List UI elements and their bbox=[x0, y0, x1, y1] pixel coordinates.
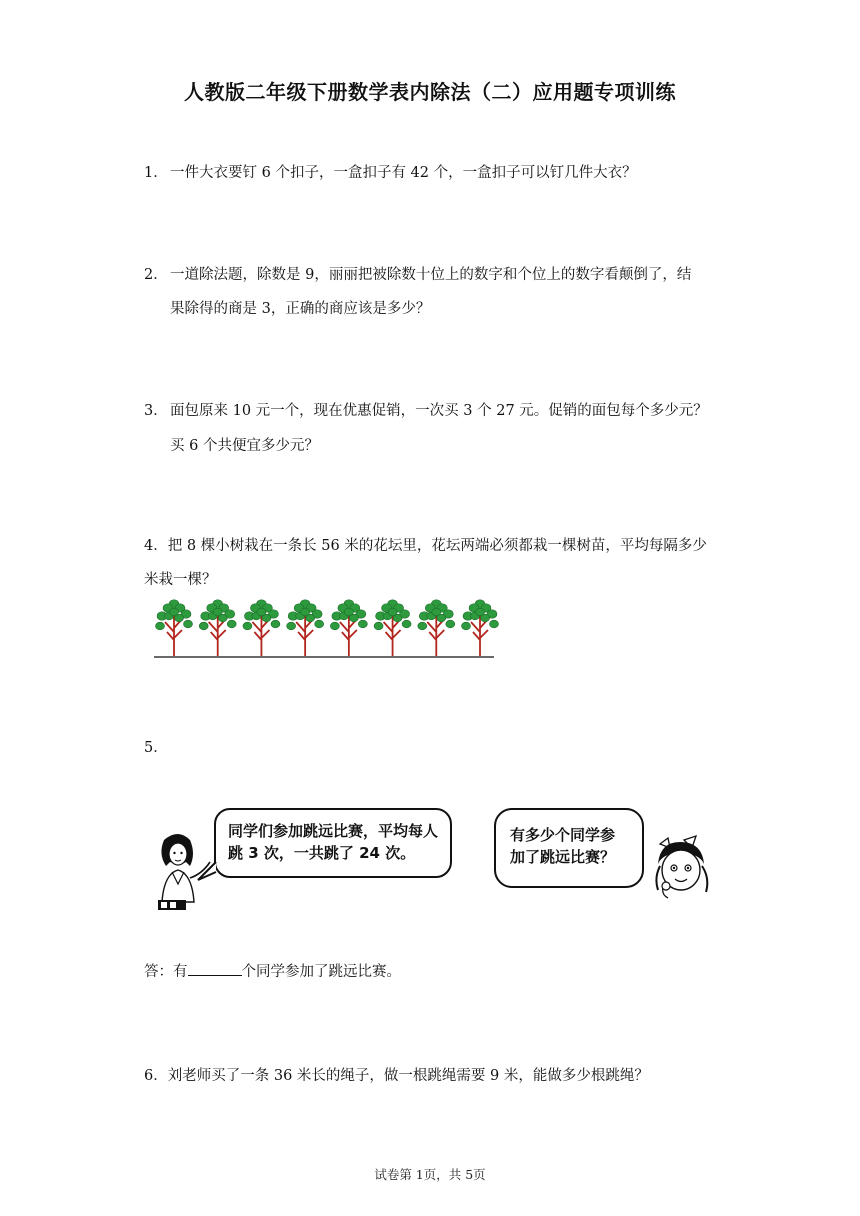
tree-icon bbox=[418, 600, 455, 656]
answer-blank[interactable] bbox=[188, 961, 242, 976]
bubble-text-line: 加了跳远比赛？ bbox=[510, 848, 616, 866]
tree-icon bbox=[287, 600, 324, 656]
question-number: 4． bbox=[144, 538, 168, 554]
tree-icon bbox=[199, 600, 236, 656]
question-3 bbox=[144, 401, 708, 456]
question-text-line-1: 一道除法题，除数是 9，丽丽把被除数十位上的数字和个位上的数字看颠倒了，结 bbox=[170, 267, 692, 283]
question-text-line-1: 把 8 棵小树栽在一条长 56 米的花坛里，花坛两端必须都栽一棵树苗，平均每隔多少 bbox=[167, 538, 707, 554]
question-text-line-2: 果除得的商是 3，正确的商应该是多少？ bbox=[170, 301, 431, 317]
question-1 bbox=[144, 163, 637, 183]
trees-illustration bbox=[144, 598, 504, 660]
tree-icon bbox=[330, 600, 367, 656]
bubble-tail bbox=[196, 860, 220, 884]
bubble-text-line: 有多少个同学参 bbox=[510, 826, 616, 844]
question-text-line-2: 米栽一棵？ bbox=[144, 572, 217, 588]
answer-prefix: 答：有 bbox=[144, 964, 188, 980]
tree-icon bbox=[462, 600, 499, 656]
question-text-line-2: 买 6 个共便宜多少元？ bbox=[170, 438, 319, 454]
page-title: 人教版二年级下册数学表内除法（二）应用题专项训练 bbox=[184, 80, 676, 104]
question-number: 5． bbox=[144, 740, 168, 756]
tree-icon bbox=[374, 600, 411, 656]
tree-icon bbox=[156, 600, 193, 656]
question-number: 6． bbox=[144, 1068, 168, 1084]
tree-icon bbox=[243, 600, 280, 656]
question-number: 2． bbox=[144, 267, 168, 283]
question-4 bbox=[144, 536, 707, 590]
bubble-text-line: 跳 3 次，一共跳了 24 次。 bbox=[228, 844, 416, 862]
question-5 bbox=[144, 738, 168, 758]
question-5-answer bbox=[144, 961, 401, 982]
question-text-line-1: 面包原来 10 元一个，现在优惠促销，一次买 3 个 27 元。促销的面包每个多少元？ bbox=[170, 403, 708, 419]
question-2 bbox=[144, 265, 691, 319]
page-footer: 试卷第 1页，共 5页 bbox=[374, 1167, 486, 1182]
teacher-speech-bubble bbox=[214, 808, 452, 878]
question-number: 1． bbox=[144, 165, 168, 181]
question-6 bbox=[144, 1066, 649, 1086]
student-speech-bubble bbox=[494, 808, 644, 888]
question-text: 一件大衣要钉 6 个扣子，一盒扣子有 42 个，一盒扣子可以钉几件大衣？ bbox=[170, 165, 637, 181]
student-figure-icon bbox=[650, 834, 726, 906]
question-text: 刘老师买了一条 36 米长的绳子，做一根跳绳需要 9 米，能做多少根跳绳？ bbox=[167, 1068, 649, 1084]
bubble-text-line: 同学们参加跳远比赛，平均每人 bbox=[228, 822, 439, 840]
answer-suffix: 个同学参加了跳远比赛。 bbox=[241, 964, 401, 980]
question-number: 3． bbox=[144, 403, 168, 419]
